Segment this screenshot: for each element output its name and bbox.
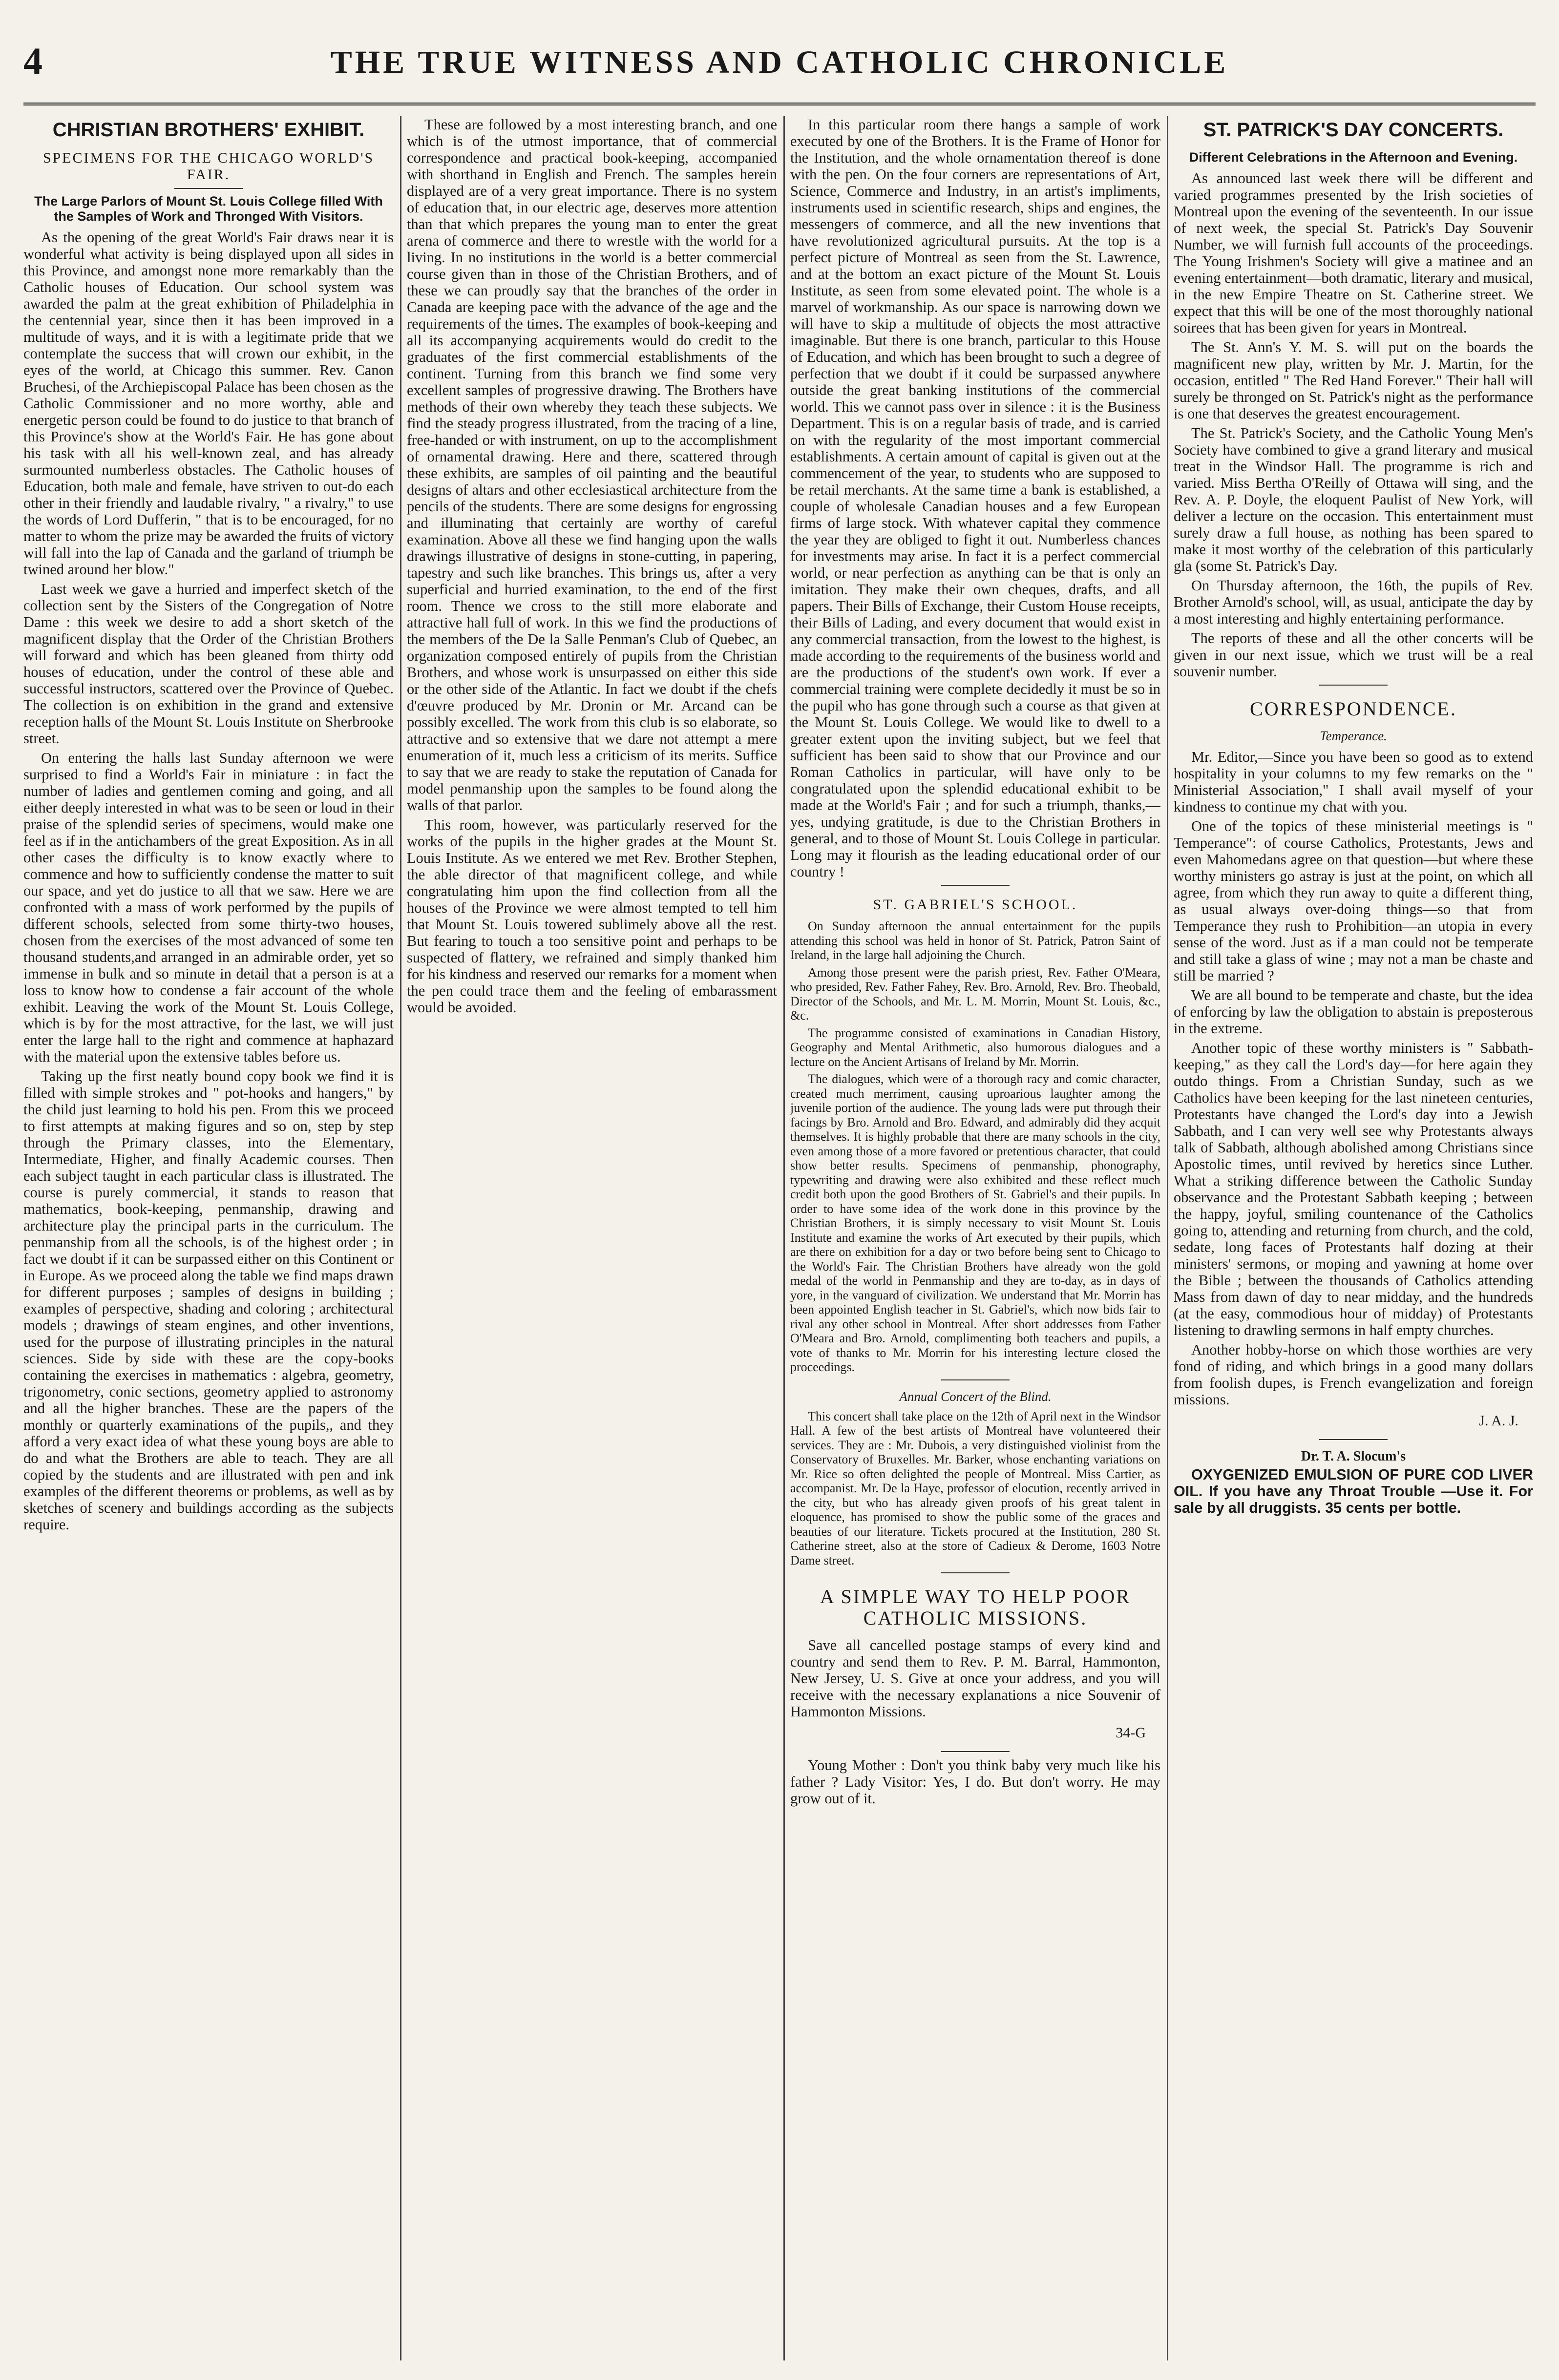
advert-body: OXYGENIZED EMULSION OF PURE COD LIVER OIL. If you have any Throat Trouble —Use it. For sale by all druggists. 35 cents per bottle. — [1174, 1466, 1533, 1516]
article-paragraph: Among those present were the parish priest, Rev. Father O'Meara, who presided, Rev. Father Fahey, Rev. Bro. Arnold, Rev. Bro. Theobald, Director of the Schools, and Mr. L. M. Morrin, Mount St. Louis, &c., &c. — [790, 965, 1160, 1023]
separator — [941, 1751, 1010, 1752]
concerts-deck: Different Celebrations in the Afternoon and Evening. — [1189, 150, 1518, 165]
columns — [23, 116, 1536, 2360]
column-1 — [23, 116, 394, 2360]
exhibit-deck: The Large Parlors of Mount St. Louis College filled With the Samples of Work and Thronged With Visitors. — [34, 194, 383, 224]
article-paragraph: The dialogues, which were of a thorough racy and comic character, created much merriment, causing uproarious laughter among the juvenile portion of the audience. The young lads were put through their facings by Bro. Arnold and Bro. Edward, and admirably did they acquit themselves. It is highly probable that there are many schools in the city, even among those of a more favored or pretentious character, that could show better results. Specimens of penmanship, phonography, typewriting and drawing were also exhibited and these reflect much credit both upon the good Brothers of St. Gabriel's and their pupils. In order to have some idea of the work done in this province by the Christian Brothers, it is simply necessary to visit Mount St. Louis Institute and examine the works of Art executed by their pupils, which are there on exhibition for a day or two before being sent to Chicago to the World's Fair. The Christian Brothers have already won the gold medal of the world in Penmanship and they are to-day, as in days of yore, in the vanguard of civilization. We understand that Mr. Morrin has been appointed English teacher in St. Gabriel's, which now bids fair to rival any other school in Montreal. After short addresses from Father O'Meara and Bro. Arnold, complimenting both teachers and pupils, a vote of thanks to Mr. Morrin for his interesting lecture closed the proceedings. — [790, 1072, 1160, 1374]
concerts-headline: ST. PATRICK'S DAY CONCERTS. — [1203, 119, 1504, 141]
article-paragraph: On entering the halls last Sunday afternoon we were surprised to find a World's Fair in miniature : in fact the number of ladies and gentlemen coming and going, and all either deeply interested in what was to be seen or loud in their praise of the splendid series of specimens, would make one feel as if in the antichambers of the great Exposition. As in all other cases the difficulty is to know exactly where to commence and how to sufficiently condense the matter to suit our space, and yet do justice to all that we saw. Here we are confronted with a mass of work performed by the pupils of different schools, selected from some thirty-two houses, chosen from the exercises of the most advanced of some ten thousand students,and arranged in an admirable order, yet so immense in bulk and so minute in detail that a person is at a loss to know how to condense a fair account of the whole exhibit. Leaving the work of the Mount St. Louis College, which is by for the most attractive, for the last, we will just enter the large hall to the right and commence at haphazard with the material upon the extensive tables before us. — [23, 750, 394, 1065]
article-paragraph: Last week we gave a hurried and imperfect sketch of the collection sent by the Sisters of the Congregation of Notre Dame : this week we desire to add a short sketch of the magnificent display that the Order of the Christian Brothers will forward and which has been gleaned from thirty odd houses of education, under the control of these able and successful instructors, scattered over the Province of Quebec. The collection is on exhibition in the grand and extensive reception halls of the Mount St. Louis Institute on Sherbrooke street. — [23, 581, 394, 747]
masthead — [23, 34, 1536, 105]
article-paragraph: Young Mother : Don't you think baby very much like his father ? Lady Visitor: Yes, I do. But don't worry. He may grow out of it. — [790, 1757, 1160, 1807]
column-rule — [400, 116, 401, 2360]
column-rule — [783, 116, 785, 2360]
article-paragraph: The St. Patrick's Society, and the Catholic Young Men's Society have combined to give a grand literary and musical treat in the Windsor Hall. The programme is rich and varied. Miss Bertha O'Reilly of Ottawa will sing, and the Rev. A. P. Doyle, the eloquent Paulist of New York, will deliver a lecture on the occasion. This entertainment must surely draw a full house, as nothing has been spared to make it most worthy of the celebration of this particularly gla (some St. Patrick's Day. — [1174, 425, 1533, 574]
column-3 — [790, 116, 1160, 2360]
article-paragraph: On Thursday afternoon, the 16th, the pupils of Rev. Brother Arnold's school, will, as usual, anticipate the day by a most interesting and highly entertaining performance. — [1174, 577, 1533, 627]
exhibit-headline: CHRISTIAN BROTHERS' EXHIBIT. — [52, 119, 365, 141]
article-paragraph: Another hobby-horse on which those worthies are very fond of riding, and which brings in a good many dollars from foolish dupes, is French evangelization and foreign missions. — [1174, 1341, 1533, 1408]
column-2 — [407, 116, 777, 2360]
article-paragraph: This room, however, was particularly reserved for the works of the pupils in the higher grades at the Mount St. Louis Institute. As we entered we met Rev. Brother Stephen, the able director of that magnificent college, and while congratulating him upon the find collection from all the houses of the Province we were almost tempted to tell him that Mount St. Louis towered sublimely above all the rest. But fearing to touch a too sensitive point and perhaps to be suspected of flattery, we refrained and simply thanked him for his kindness and reserved our remarks for a moment when the pen could trace them and the feeling of embarassment would be avoided. — [407, 816, 777, 1016]
blind-concert-headline: Annual Concert of the Blind. — [899, 1389, 1052, 1404]
column-4 — [1174, 116, 1533, 2360]
newspaper-title: THE TRUE WITNESS AND CATHOLIC CHRONICLE — [330, 44, 1229, 80]
article-paragraph: We are all bound to be temperate and chaste, but the idea of enforcing by law the obligation to abstain is preposterous in the extreme. — [1174, 987, 1533, 1037]
correspondence-headline: CORRESPONDENCE. — [1250, 698, 1457, 720]
article-paragraph: This concert shall take place on the 12th of April next in the Windsor Hall. A few of the best artists of Montreal have volunteered their services. They are : Mr. Dubois, a very distinguished violinist from the Conservatory of Bruxelles. Mr. Barker, whose enchanting variations on Mr. Rice so often delighted the people of Montreal. Miss Cartier, as accompanist. Mr. De la Haye, professor of elocution, recently arrived in the city, but who has already given proofs of his great talent in eloquence, has promised to show the public some of the graces and beauties of our literature. Tickets procured at the Institution, 280 St. Catherine street, also at the store of Cadieux & Derome, 1603 Notre Dame street. — [790, 1409, 1160, 1567]
column-rule — [1167, 116, 1168, 2360]
article-paragraph: As announced last week there will be different and varied programmes presented by the Irish societies of Montreal upon the evening of the seventeenth. In our issue of next week, the special St. Patrick's Day Souvenir Number, we will furnish full accounts of the proceedings. The Young Irishmen's Society will give a matinee and an evening entertainment—both dramatic, literary and musical, in the new Empire Theatre on St. Catherine street. We expect that this will be one of the most thoroughly national soirees that has been given for years in Montreal. — [1174, 170, 1533, 336]
article-paragraph: As the opening of the great World's Fair draws near it is wonderful what activity is being displayed upon all sides in this Province, and amongst none more remarkably than the Catholic houses of Education. Our school system was awarded the palm at the great exhibition of Philadelphia in the centennial year, since then it has been improved in a multitude of ways, and it is with a legitimate pride that we contemplate the success that will crown our exhibit, in the eyes of the world, at Chicago this summer. Rev. Canon Bruchesi, of the Archiepiscopal Palace has been chosen as the Catholic Commissioner and no more worthy, able and energetic person could be found to do justice to that branch of this Province's show at the World's Fair. He has gone about his task with all his well-known zeal, and has already surmounted numberless obstacles. The Catholic houses of Education, both male and female, have striven to out-do each other in their friendly and laudable rivalry, " a rivalry," to use the words of Lord Dufferin, " that is to be encouraged, for no matter to whom the prize may be awarded the fruits of victory will fall into the lap of Canada and the garland of triumph be twined around her blow." — [23, 229, 394, 578]
st-gabriel-headline: ST. GABRIEL'S SCHOOL. — [873, 897, 1078, 913]
article-paragraph: Taking up the first neatly bound copy book we find it is filled with simple strokes and " pot-hooks and hangers," by the child just learning to hold his pen. From this we proceed to first attempts at making figures and so on, step by step through the Primary classes, into the Elementary, Intermediate, Higher, and finally Academic courses. Then each subject taught in each particular class is illustrated. The course is purely commercial, it stands to reason that mathematics, book-keeping, penmanship, drawing and architecture play the principal parts in the curriculum. The penmanship from all the schools, is of the highest order ; in fact we doubt if it can be surpassed either on this Continent or in Europe. As we proceed along the table we find maps drawn for different purposes ; samples of designs in building ; examples of perspective, shading and coloring ; architectural models ; drawings of steam engines, and other inventions, used for the purpose of illustrating principles in the natural sciences. Side by side with these are the copy-books containing the exercises in mathematics : algebra, geometry, trigonometry, conic sections, geometry applied to astronomy and all the higher branches. These are the papers of the monthly or quarterly examinations of the pupils,, and they afford a very exact idea of what these young boys are able to do and what the Brothers are able to teach. They are all copied by the students and are illustrated with pen and ink examples of the different theorems or problems, as well as by sketches of scenery and buildings according as the subjects require. — [23, 1068, 394, 1533]
article-paragraph: The St. Ann's Y. M. S. will put on the boards the magnificent new play, written by Mr. J. Martin, for the occasion, entitled " The Red Hand Forever." Their hall will surely be thronged on St. Patrick's night as the performance is one that deserves the greatest encouragement. — [1174, 339, 1533, 422]
article-paragraph: The reports of these and all the other concerts will be given in our next issue, which we trust will be a real souvenir number. — [1174, 630, 1533, 680]
article-paragraph: Save all cancelled postage stamps of every kind and country and send them to Rev. P. M. Barral, Hammonton, New Jersey, U. S. Give at once your address, and you will receive with the necessary explanations a nice Souvenir of Hammonton Missions. — [790, 1637, 1160, 1720]
separator — [941, 1379, 1010, 1380]
article-paragraph: Another topic of these worthy ministers is " Sabbath-keeping," as they call the Lord's day—for here again they outdo things. From a Christian Sunday, such as we Catholics have been keeping for the last nineteen centuries, Protestants have changed the Lord's day into a Jewish Sabbath, and I can very well see why Protestants always talk of Sabbath, although abolished among Christians since Apostolic times, until revived by heretics since Luther. What a striking difference between the Catholic Sunday observance and the Protestant Sabbath keeping ; between the happy, joyful, smiling countenance of the Catholics going to, attending and returning from church, and the cold, sedate, long faces of Protestants half dozing at their ministers' sermons, or moping and yawning at home over the Bible ; between the thousands of Catholics attending Mass from dawn of day to near midday, and the hundreds (at the easy, commodious hour of midday) of Protestants listening to drawling sermons in half empty churches. — [1174, 1040, 1533, 1338]
article-paragraph: One of the topics of these ministerial meetings is " Temperance": of course Catholics, Protestants, Jews and even Mahomedans agree on that question—but where these worthy ministers go astray is just at the point, on which all agree, from which they run away to quite a different thing, as usual always over-doing things—so that from Temperance they rush to Prohibition—an utopia in every sense of the word. Just as if a man could not be temperate and still take a glass of wine ; may not a man be chaste and still be married ? — [1174, 818, 1533, 984]
notice-reference: 34-G — [1116, 1725, 1146, 1741]
article-paragraph: The programme consisted of examinations in Canadian History, Geography and Mental Arithmetic, also humorous dialogues and a lecture on the Ancient Artisans of Ireland by Mr. Morrin. — [790, 1025, 1160, 1069]
article-paragraph: Mr. Editor,—Since you have been so good as to extend hospitality in your columns to my few remarks on the " Ministerial Association," I shall avail myself of your kindness to continue my chat with you. — [1174, 749, 1533, 815]
correspondence-subhead: Temperance. — [1320, 729, 1387, 743]
separator — [941, 1572, 1010, 1573]
separator — [941, 885, 1010, 886]
page-number: 4 — [23, 40, 42, 82]
separator — [1319, 1439, 1388, 1440]
advert-headline: Dr. T. A. Slocum's — [1301, 1449, 1406, 1464]
article-paragraph: These are followed by a most interesting branch, and one which is of the utmost importance, that of commercial correspondence and practical book-keeping, accompanied with shorthand in English and French. The samples herein displayed are of a very great importance. There is no system of education that, in our electric age, deserves more attention than that which prepares the young man to enter the great arena of commerce and there to wrestle with the world for a living. In no institutions in the world is a better commercial course given than in those of the Christian Brothers, and of these we can proudly say that the branches of the order in Canada are keeping pace with the advance of the age and the requirements of the times. The examples of book-keeping and all its accompanying acquirements would do credit to the graduates of the first commercial establishments of the continent. Turning from this branch we find some very excellent samples of progressive drawing. The Brothers have methods of their own whereby they teach these subjects. We find the steady progress illustrated, from the tracing of a line, free-handed or with instrument, on up to the accomplishment of ornamental drawing. Here and there, scattered through these exhibits, are samples of oil painting and the beautiful designs of altars and other ecclesiastical architecture from the pencils of the students. There are some designs for engrossing and illuminating that certainly are worthy of careful examination. Above all these we find hanging upon the walls drawings illustrative of designs in stone-cutting, in papering, tapestry and such like branches. This brings us, after a very superficial and hurried examination, to the end of the first room. Thence we cross to the still more elaborate and attractive hall full of work. In this we find the productions of the members of the De la Salle Penman's Club of Quebec, an organization composed entirely of pupils from the Christian Brothers, and whose work is unsurpassed on either this side or the other side of the Atlantic. In fact we doubt if the chefs d'œuvre produced by Mr. Dronin or Mr. Arcand can be possibly excelled. The work from this club is so elaborate, so attractive and so extensive that we dare not attempt a mere enumeration of it, much less a criticism of its merits. Suffice to say that we are ready to stake the reputation of Canada for model penmanship upon the samples to be found along the walls of that parlor. — [407, 116, 777, 814]
separator — [174, 188, 243, 189]
signature: J. A. J. — [1479, 1413, 1518, 1429]
separator — [1319, 685, 1388, 686]
article-paragraph: In this particular room there hangs a sample of work executed by one of the Brothers. It is the Frame of Honor for the Institution, and the whole ornamentation thereof is done with the pen. On the four corners are representations of Art, Science, Commerce and Industry, in an artist's impliments, instruments used in scientific research, ships and engines, the messengers of commerce, and all the new inventions that have revolutionized agricultural pursuits. At the top is a perfect picture of Montreal as seen from the St. Lawrence, and at the bottom an exact picture of the Mount St. Louis Institute, as seen from some elevated point. The whole is a marvel of workmanship. As our space is narrowing down we will have to skip a multitude of objects the most attractive imaginable. But there is one branch, particular to this House of Education, and which has been brought to such a degree of perfection that we doubt if it could be surpassed anywhere outside the great banking institutions of the commercial world. This we cannot pass over in silence : it is the Business Department. This is on a regular basis of trade, and is carried on with the regularity of the most important commercial establishments. A certain amount of capital is given out at the commencement of the year, to students who are supposed to be retail merchants. At the same time a bank is established, a couple of wholesale Canadian houses and a few European firms of large stock. With whatever capital they commence the year they are obliged to fight it out. Numberless chances for investments may arise. In fact it is a perfect commercial world, or near perfection as anything can be that is only an imitation. They make their own cheques, drafts, and all papers. Their Bills of Exchange, their Custom House receipts, their Bills of Lading, and every document that would exist in any commercial transaction, from the lowest to the highest, is made according to the requirements of the business world and are the productions of the student's own work. If ever a commercial training were complete decidedly it must be so in the pupil who has gone through such a course as that given at the Mount St. Louis College. We would like to dwell to a greater extent upon the inviting subject, but we feel that sufficient has been said to show that our Province and our Roman Catholics in particular, will have only to be congratulated upon the splendid educational exhibit to be made at the World's Fair ; and for such a triumph, thanks,—yes, undying gratitude, is due to the Christian Brothers in general, and to those of Mount St. Louis College in particular. Long may it flourish as the leading educational order of our country ! — [790, 116, 1160, 880]
poor-missions-headline: A SIMPLE WAY TO HELP POOR CATHOLIC MISSIONS. — [820, 1586, 1131, 1629]
article-paragraph: On Sunday afternoon the annual entertainment for the pupils attending this school was held in honor of St. Patrick, Patron Saint of Ireland, in the large hall adjoining the Church. — [790, 919, 1160, 962]
exhibit-subhead: SPECIMENS FOR THE CHICAGO WORLD'S FAIR. — [42, 150, 375, 183]
